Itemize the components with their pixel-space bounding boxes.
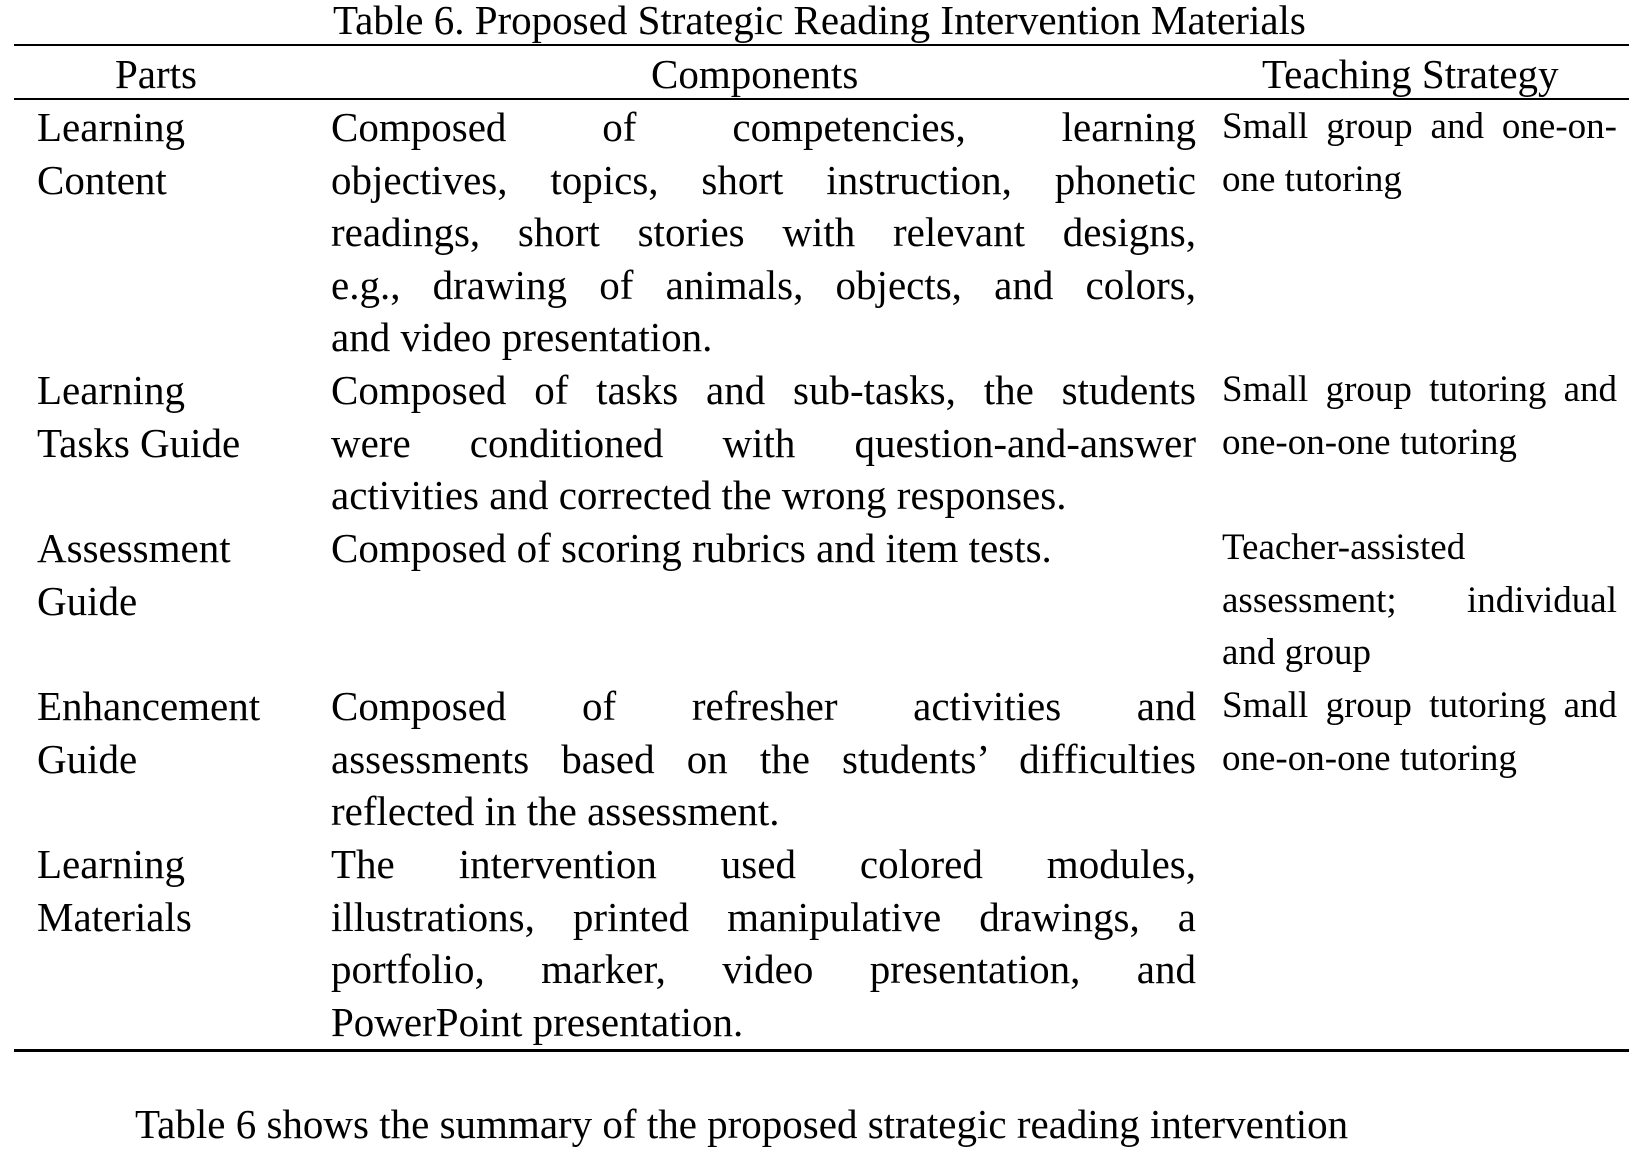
cell-line: Teacher-assisted <box>1222 527 1466 568</box>
header-parts: Parts <box>115 51 197 97</box>
cell-line: Learning <box>37 104 185 150</box>
components-cell <box>331 101 1196 364</box>
cell-line: Composed of scoring rubrics and item tests. <box>331 525 1052 571</box>
cell-line: Assessment <box>37 525 231 571</box>
cell-line: portfolio, marker, video presentation, and <box>331 946 1196 993</box>
cell-line: Composed of refresher activities and <box>331 683 1196 729</box>
cell-line: and group <box>1222 632 1371 674</box>
header-teaching-strategy: Teaching Strategy <box>1262 51 1559 97</box>
parts-cell <box>37 838 307 943</box>
cell-line: The intervention used colored modules, <box>331 841 1196 887</box>
strategy-cell <box>1222 680 1617 785</box>
cell-line: reflected in the assessment. <box>331 788 780 835</box>
cell-line: Guide <box>37 735 138 782</box>
cell-line: Guide <box>37 577 138 624</box>
cell-line: and video presentation. <box>331 314 713 361</box>
parts-cell <box>37 364 307 469</box>
cell-line: assessments based on the students’ difficulties <box>331 735 1196 782</box>
table-bottom-rule <box>14 1049 1629 1052</box>
table-title: Table 6. Proposed Strategic Reading Intervention Materials <box>333 0 1306 43</box>
cell-line: Small group tutoring and <box>1222 685 1617 726</box>
cell-line: objectives, topics, short instruction, phonetic <box>331 156 1196 203</box>
cell-line: Content <box>37 156 167 203</box>
strategy-cell <box>1222 364 1617 469</box>
cell-line: Materials <box>37 893 192 940</box>
parts-cell <box>37 101 307 206</box>
cell-line: one-on-one tutoring <box>1222 421 1517 463</box>
strategy-cell <box>1222 522 1617 680</box>
cell-line: Composed of tasks and sub-tasks, the students <box>331 367 1196 413</box>
body-paragraph: Table 6 shows the summary of the proposed strategic reading intervention <box>135 1101 1349 1147</box>
components-cell <box>331 522 1196 575</box>
cell-line: e.g., drawing of animals, objects, and colors, <box>331 261 1196 308</box>
parts-cell <box>37 680 307 785</box>
cell-line: assessment; individual <box>1222 579 1617 621</box>
cell-line: activities and corrected the wrong responses. <box>331 472 1067 519</box>
components-cell <box>331 838 1196 1048</box>
parts-cell <box>37 522 307 627</box>
strategy-cell <box>1222 101 1617 206</box>
cell-line: one tutoring <box>1222 158 1402 200</box>
table-top-rule <box>14 44 1629 46</box>
table-header-rule <box>14 98 1629 100</box>
cell-line: Tasks Guide <box>37 419 241 466</box>
cell-line: Small group tutoring and <box>1222 369 1617 410</box>
cell-line: PowerPoint presentation. <box>331 998 744 1045</box>
cell-line: Composed of competencies, learning <box>331 104 1196 150</box>
cell-line: Learning <box>37 841 185 887</box>
cell-line: illustrations, printed manipulative drawings, a <box>331 893 1196 940</box>
cell-line: Learning <box>37 367 185 413</box>
components-cell <box>331 680 1196 838</box>
header-components: Components <box>651 51 859 97</box>
cell-line: Small group and one-on- <box>1222 106 1617 147</box>
cell-line: Enhancement <box>37 683 261 729</box>
components-cell <box>331 364 1196 522</box>
cell-line: were conditioned with question-and-answer <box>331 419 1196 466</box>
cell-line: readings, short stories with relevant designs, <box>331 209 1196 256</box>
cell-line: one-on-one tutoring <box>1222 737 1517 779</box>
